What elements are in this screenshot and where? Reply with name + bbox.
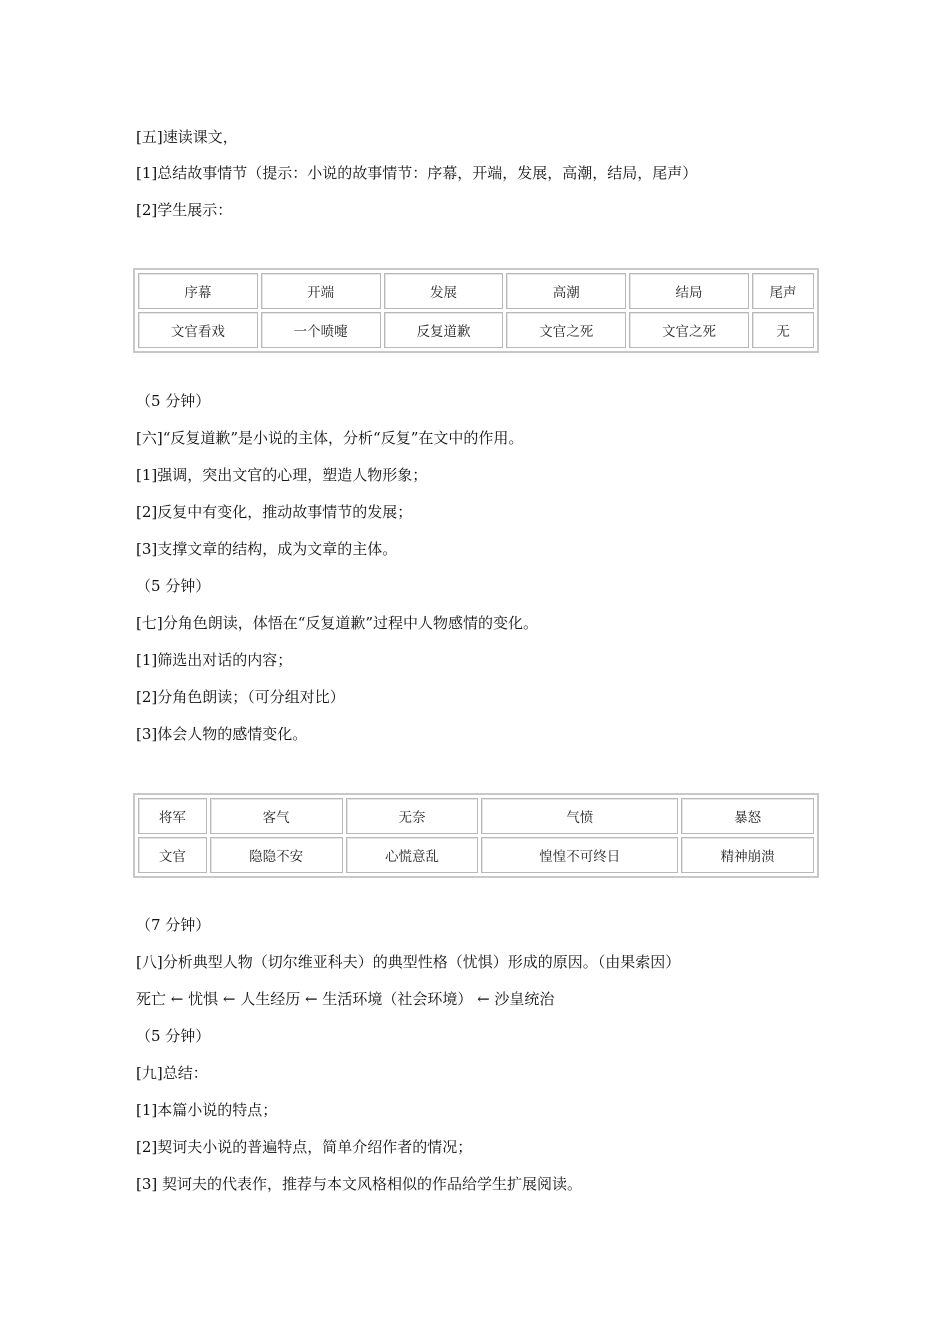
- section5-item1: [1]总结故事情节（提示：小说的故事情节：序幕，开端，发展，高潮，结局，尾声）: [136, 164, 698, 182]
- plot-header-cell: 高潮: [506, 273, 626, 309]
- plot-table-header-row: [138, 273, 814, 309]
- section5-item2: [2]学生展示：: [136, 201, 233, 219]
- time-note-3: （7 分钟）: [136, 916, 211, 934]
- time-note-1: （5 分钟）: [136, 392, 211, 410]
- emotion-table: [133, 793, 819, 878]
- emotion-table-row-official: [138, 837, 814, 873]
- plot-table-value-row: [138, 312, 814, 348]
- plot-value-cell: 文官之死: [506, 312, 626, 348]
- section9-item3: [3] 契诃夫的代表作，推荐与本文风格相似的作品给学生扩展阅读。: [136, 1175, 583, 1193]
- section6-item2: [2]反复中有变化，推动故事情节的发展；: [136, 503, 413, 521]
- section9-heading: [九]总结：: [136, 1064, 208, 1082]
- emotion-table-row-general: [138, 798, 814, 834]
- section7-heading: [七]分角色朗读，体悟在“反复道歉”过程中人物感情的变化。: [136, 614, 539, 632]
- plot-header-cell: 发展: [384, 273, 504, 309]
- plot-header-cell: 结局: [629, 273, 749, 309]
- plot-header-cell: 开端: [261, 273, 381, 309]
- section7-item3: [3]体会人物的感情变化。: [136, 725, 308, 743]
- section8-heading: [八]分析典型人物（切尔维亚科夫）的典型性格（忧惧）形成的原因。（由果索因）: [136, 953, 681, 971]
- section6-item1: [1]强调，突出文官的心理，塑造人物形象；: [136, 466, 428, 484]
- plot-value-cell: 文官之死: [629, 312, 749, 348]
- emotion-cell: 暴怒: [681, 798, 814, 834]
- emotion-cell: 气愤: [481, 798, 678, 834]
- plot-value-cell: 一个喷嚏: [261, 312, 381, 348]
- emotion-cell: 精神崩溃: [681, 837, 814, 873]
- emotion-cell: 将军: [138, 798, 207, 834]
- plot-header-cell: 尾声: [752, 273, 814, 309]
- emotion-cell: 文官: [138, 837, 207, 873]
- time-note-4: （5 分钟）: [136, 1027, 211, 1045]
- section9-item2: [2]契诃夫小说的普遍特点，简单介绍作者的情况；: [136, 1138, 473, 1156]
- section9-item1: [1]本篇小说的特点；: [136, 1101, 278, 1119]
- section6-heading: [六]“反复道歉”是小说的主体，分析“反复”在文中的作用。: [136, 429, 524, 447]
- emotion-cell: 惶惶不可终日: [481, 837, 678, 873]
- plot-value-cell: 无: [752, 312, 814, 348]
- section6-item3: [3]支撑文章的结构，成为文章的主体。: [136, 540, 398, 558]
- plot-header-cell: 序幕: [138, 273, 258, 309]
- emotion-cell: 隐隐不安: [210, 837, 343, 873]
- plot-value-cell: 反复道歉: [384, 312, 504, 348]
- emotion-cell: 心慌意乱: [346, 837, 479, 873]
- time-note-2: （5 分钟）: [136, 577, 211, 595]
- plot-value-cell: 文官看戏: [138, 312, 258, 348]
- plot-table: [133, 268, 819, 353]
- cause-chain: 死亡 ← 忧惧 ← 人生经历 ← 生活环境（社会环境） ← 沙皇统治: [136, 990, 555, 1008]
- section7-item1: [1]筛选出对话的内容；: [136, 651, 293, 669]
- emotion-cell: 无奈: [346, 798, 479, 834]
- emotion-cell: 客气: [210, 798, 343, 834]
- section5-heading: [五]速读课文，: [136, 128, 238, 146]
- section7-item2: [2]分角色朗读；（可分组对比）: [136, 688, 345, 706]
